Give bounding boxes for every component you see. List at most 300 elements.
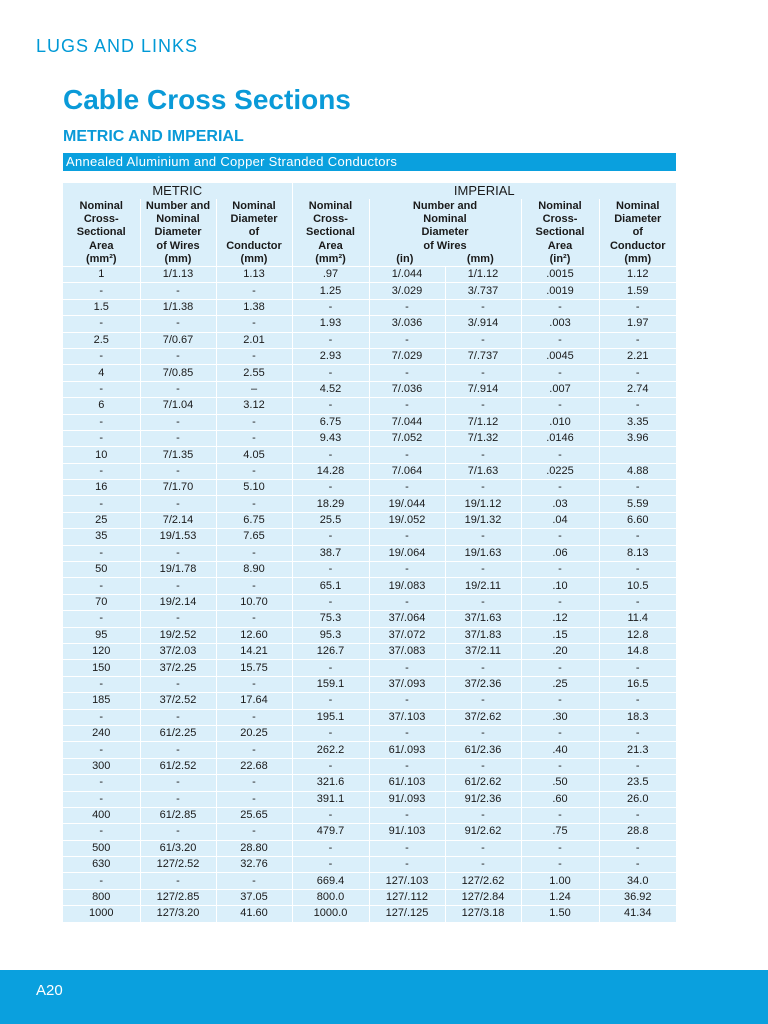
table-cell: -: [521, 840, 599, 856]
table-cell: 2.55: [216, 365, 292, 381]
table-cell: -: [140, 316, 216, 332]
table-row: [63, 889, 676, 905]
table-cell: -: [216, 414, 292, 430]
table-cell: 126.7: [292, 644, 369, 660]
table-cell: 185: [63, 693, 140, 709]
table-cell: -: [63, 742, 140, 758]
table-cell: -: [521, 529, 599, 545]
table-cell: -: [445, 840, 521, 856]
table-row: [63, 578, 676, 594]
table-cell: 95.3: [292, 627, 369, 643]
table-cell: .20: [521, 644, 599, 660]
table-cell: 127/.103: [369, 873, 445, 889]
table-cell: 127/3.18: [445, 906, 521, 922]
table-cell: 22.68: [216, 758, 292, 774]
table-cell: -: [369, 807, 445, 823]
col-header-metric-wires: Number and Nominal Diameter of Wires (mm): [140, 199, 216, 267]
table-cell: -: [216, 578, 292, 594]
table-row: [63, 840, 676, 856]
table-cell: 500: [63, 840, 140, 856]
table-cell: 2.74: [599, 381, 676, 397]
table-cell: -: [216, 316, 292, 332]
table-cell: 3/.737: [445, 283, 521, 299]
table-cell: -: [445, 725, 521, 741]
table-cell: 8.13: [599, 545, 676, 561]
table-row: [63, 562, 676, 578]
table-cell: 7/.036: [369, 381, 445, 397]
table-cell: 1.25: [292, 283, 369, 299]
table-cell: 7/0.85: [140, 365, 216, 381]
table-cell: 95: [63, 627, 140, 643]
table-cell: 37/.083: [369, 644, 445, 660]
table-cell: -: [369, 725, 445, 741]
table-row: [63, 791, 676, 807]
table-cell: 20.25: [216, 725, 292, 741]
table-cell: -: [369, 840, 445, 856]
table-cell: 25.65: [216, 807, 292, 823]
col-header-imperial-area-mm: Nominal Cross- Sectional Area (mm²): [292, 199, 369, 267]
table-cell: .0019: [521, 283, 599, 299]
table-cell: 2.93: [292, 348, 369, 364]
table-cell: -: [216, 496, 292, 512]
table-cell: 7/1.63: [445, 463, 521, 479]
table-cell: 11.4: [599, 611, 676, 627]
table-cell: 23.5: [599, 775, 676, 791]
col-header-metric-diameter: Nominal Diameter of Conductor (mm): [216, 199, 292, 267]
imperial-group-header: IMPERIAL: [453, 183, 515, 198]
table-cell: -: [369, 529, 445, 545]
table-cell: 127/.112: [369, 889, 445, 905]
table-cell: -: [599, 480, 676, 496]
table-cell: 2.01: [216, 332, 292, 348]
table-cell: 61/.103: [369, 775, 445, 791]
table-cell: -: [599, 758, 676, 774]
table-cell: -: [216, 463, 292, 479]
table-cell: -: [521, 660, 599, 676]
table-row: [63, 627, 676, 643]
table-cell: 37/2.52: [140, 693, 216, 709]
table-cell: 3/.029: [369, 283, 445, 299]
table-cell: 10.5: [599, 578, 676, 594]
table-cell: -: [63, 316, 140, 332]
metric-group-header: METRIC: [63, 183, 292, 199]
table-row: [63, 693, 676, 709]
table-cell: -: [292, 332, 369, 348]
table-row: [63, 348, 676, 364]
table-row: [63, 594, 676, 610]
table-cell: 61/2.25: [140, 725, 216, 741]
table-cell: -: [216, 545, 292, 561]
footer-bar: [0, 970, 768, 1024]
table-cell: -: [445, 299, 521, 315]
table-cell: 19/1.53: [140, 529, 216, 545]
table-cell: -: [63, 430, 140, 446]
table-cell: -: [521, 398, 599, 414]
table-cell: 15.75: [216, 660, 292, 676]
table-cell: 1.12: [599, 267, 676, 283]
table-cell: 35: [63, 529, 140, 545]
table-cell: 7/.064: [369, 463, 445, 479]
table-cell: 19/2.14: [140, 594, 216, 610]
table-cell: 3/.036: [369, 316, 445, 332]
table-cell: .06: [521, 545, 599, 561]
table-cell: -: [216, 824, 292, 840]
table-cell: .25: [521, 676, 599, 692]
table-row: [63, 299, 676, 315]
table-cell: 4.05: [216, 447, 292, 463]
table-cell: -: [140, 611, 216, 627]
table-cell: -: [216, 283, 292, 299]
table-row: [63, 725, 676, 741]
table-cell: 300: [63, 758, 140, 774]
table-cell: 37.05: [216, 889, 292, 905]
table-cell: 28.80: [216, 840, 292, 856]
table-cell: .15: [521, 627, 599, 643]
table-cell: .007: [521, 381, 599, 397]
table-cell: -: [599, 840, 676, 856]
table-cell: -: [292, 398, 369, 414]
table-cell: 14.21: [216, 644, 292, 660]
table-cell: 7/1.32: [445, 430, 521, 446]
table-cell: 7/.737: [445, 348, 521, 364]
table-cell: 127/2.62: [445, 873, 521, 889]
table-cell: -: [292, 480, 369, 496]
table-cell: -: [369, 299, 445, 315]
table-cell: -: [599, 807, 676, 823]
table-cell: 1000.0: [292, 906, 369, 922]
table-cell: 1: [63, 267, 140, 283]
table-cell: 36.92: [599, 889, 676, 905]
table-row: [63, 758, 676, 774]
table-cell: 91/.103: [369, 824, 445, 840]
table-cell: 37/2.25: [140, 660, 216, 676]
table-cell: -: [445, 857, 521, 873]
table-row: [63, 906, 676, 922]
table-cell: 37/2.11: [445, 644, 521, 660]
table-cell: 3.12: [216, 398, 292, 414]
table-cell: 1.24: [521, 889, 599, 905]
table-cell: 7/.044: [369, 414, 445, 430]
table-cell: 37/.103: [369, 709, 445, 725]
table-cell: 159.1: [292, 676, 369, 692]
table-cell: 37/.093: [369, 676, 445, 692]
table-cell: -: [369, 758, 445, 774]
table-cell: -: [369, 332, 445, 348]
table-cell: 17.64: [216, 693, 292, 709]
table-cell: -: [369, 365, 445, 381]
table-cell: 1.93: [292, 316, 369, 332]
table-cell: 1/.044: [369, 267, 445, 283]
table-cell: 240: [63, 725, 140, 741]
section-title: LUGS AND LINKS: [36, 36, 199, 56]
table-cell: 6.75: [292, 414, 369, 430]
page-title: Cable Cross Sections: [63, 84, 351, 115]
table-cell: 38.7: [292, 545, 369, 561]
table-cell: .50: [521, 775, 599, 791]
banner: Annealed Aluminium and Copper Stranded Conductors: [63, 153, 676, 171]
table-row: [63, 283, 676, 299]
table-cell: 91/.093: [369, 791, 445, 807]
table-cell: -: [63, 578, 140, 594]
table-row: [63, 512, 676, 528]
table-row: [63, 824, 676, 840]
table-cell: 7/.052: [369, 430, 445, 446]
table-cell: -: [292, 365, 369, 381]
table-cell: -: [292, 807, 369, 823]
table-cell: -: [521, 299, 599, 315]
table-cell: 10: [63, 447, 140, 463]
table-cell: 37/1.83: [445, 627, 521, 643]
table-cell: -: [63, 709, 140, 725]
table-cell: -: [140, 709, 216, 725]
table-row: [63, 660, 676, 676]
col-header-imperial-wires: Number and Nominal Diameter of Wires (in) (mm): [369, 199, 521, 267]
table-cell: -: [599, 332, 676, 348]
table-row: [63, 709, 676, 725]
table-cell: -: [140, 348, 216, 364]
table-cell: 7.65: [216, 529, 292, 545]
cable-table-container: [63, 183, 676, 923]
table-cell: -: [599, 594, 676, 610]
table-cell: 61/2.36: [445, 742, 521, 758]
table-cell: -: [216, 791, 292, 807]
table-cell: 18.3: [599, 709, 676, 725]
col-subheader-in: (in): [396, 252, 414, 265]
table-cell: -: [216, 430, 292, 446]
table-cell: -: [140, 283, 216, 299]
table-cell: 14.28: [292, 463, 369, 479]
table-cell: -: [292, 562, 369, 578]
table-cell: 21.3: [599, 742, 676, 758]
table-row: [63, 267, 676, 283]
table-cell: 127/2.52: [140, 857, 216, 873]
table-cell: -: [292, 758, 369, 774]
table-cell: -: [63, 463, 140, 479]
table-row: [63, 316, 676, 332]
table-cell: 91/2.36: [445, 791, 521, 807]
table-cell: -: [599, 693, 676, 709]
table-cell: -: [521, 725, 599, 741]
table-cell: -: [521, 332, 599, 348]
table-row: [63, 873, 676, 889]
table-cell: 6.75: [216, 512, 292, 528]
table-row: [63, 447, 676, 463]
table-cell: -: [292, 447, 369, 463]
table-cell: 50: [63, 562, 140, 578]
table-cell: 19/2.11: [445, 578, 521, 594]
table-cell: 25.5: [292, 512, 369, 528]
table-cell: -: [599, 398, 676, 414]
table-cell: -: [140, 414, 216, 430]
table-cell: 70: [63, 594, 140, 610]
group-header-row: [63, 183, 676, 199]
table-cell: -: [140, 430, 216, 446]
table-cell: -: [599, 529, 676, 545]
table-cell: 1.97: [599, 316, 676, 332]
table-cell: -: [521, 693, 599, 709]
table-cell: 120: [63, 644, 140, 660]
table-row: [63, 529, 676, 545]
table-cell: -: [216, 709, 292, 725]
table-cell: 6.60: [599, 512, 676, 528]
table-cell: 7/1.35: [140, 447, 216, 463]
table-cell: -: [63, 381, 140, 397]
table-row: [63, 611, 676, 627]
table-cell: -: [445, 562, 521, 578]
table-cell: .03: [521, 496, 599, 512]
table-cell: -: [445, 807, 521, 823]
table-row: [63, 480, 676, 496]
table-cell: -: [63, 496, 140, 512]
table-cell: -: [521, 594, 599, 610]
table-cell: -: [140, 676, 216, 692]
table-cell: .75: [521, 824, 599, 840]
column-header-row: [63, 199, 676, 267]
table-cell: -: [369, 480, 445, 496]
table-cell: -: [445, 660, 521, 676]
table-cell: 75.3: [292, 611, 369, 627]
table-cell: 7/.029: [369, 348, 445, 364]
table-cell: .97: [292, 267, 369, 283]
table-cell: -: [292, 857, 369, 873]
table-cell: -: [599, 299, 676, 315]
table-cell: 2.5: [63, 332, 140, 348]
table-cell: 32.76: [216, 857, 292, 873]
table-cell: 127/2.84: [445, 889, 521, 905]
table-cell: [599, 447, 676, 463]
table-cell: -: [369, 594, 445, 610]
table-cell: 7/1.12: [445, 414, 521, 430]
table-cell: 19/.052: [369, 512, 445, 528]
table-cell: -: [216, 348, 292, 364]
table-cell: -: [63, 824, 140, 840]
table-cell: 1.13: [216, 267, 292, 283]
table-cell: 12.8: [599, 627, 676, 643]
table-cell: 127/2.85: [140, 889, 216, 905]
table-cell: -: [521, 758, 599, 774]
table-cell: 26.0: [599, 791, 676, 807]
table-cell: 669.4: [292, 873, 369, 889]
table-cell: -: [292, 725, 369, 741]
table-cell: -: [63, 348, 140, 364]
table-cell: -: [292, 660, 369, 676]
table-cell: -: [140, 381, 216, 397]
table-cell: .0015: [521, 267, 599, 283]
subtitle: METRIC AND IMPERIAL: [63, 128, 244, 145]
page-number: A20: [36, 982, 63, 999]
table-cell: -: [521, 447, 599, 463]
table-cell: -: [292, 594, 369, 610]
table-cell: 400: [63, 807, 140, 823]
table-cell: 16: [63, 480, 140, 496]
table-cell: -: [599, 365, 676, 381]
table-cell: -: [521, 480, 599, 496]
table-cell: 7/.914: [445, 381, 521, 397]
table-cell: -: [292, 840, 369, 856]
table-cell: 1.59: [599, 283, 676, 299]
table-cell: -: [369, 693, 445, 709]
table-cell: -: [369, 857, 445, 873]
table-cell: 61/2.52: [140, 758, 216, 774]
table-cell: 19/.083: [369, 578, 445, 594]
table-cell: -: [63, 873, 140, 889]
table-cell: -: [140, 824, 216, 840]
table-cell: 195.1: [292, 709, 369, 725]
table-cell: 19/1.32: [445, 512, 521, 528]
table-cell: 37/1.63: [445, 611, 521, 627]
table-cell: -: [599, 562, 676, 578]
table-row: [63, 365, 676, 381]
table-cell: 2.21: [599, 348, 676, 364]
table-cell: -: [63, 611, 140, 627]
table-cell: 19/2.52: [140, 627, 216, 643]
table-cell: 18.29: [292, 496, 369, 512]
table-cell: 1.38: [216, 299, 292, 315]
table-cell: 16.5: [599, 676, 676, 692]
table-cell: 25: [63, 512, 140, 528]
cable-table: [63, 183, 676, 923]
table-row: [63, 381, 676, 397]
table-cell: .0146: [521, 430, 599, 446]
table-cell: .010: [521, 414, 599, 430]
table-cell: 1/1.12: [445, 267, 521, 283]
table-cell: 7/2.14: [140, 512, 216, 528]
table-cell: -: [292, 693, 369, 709]
col-header-imperial-area-in: Nominal Cross- Sectional Area (in²): [521, 199, 599, 267]
table-cell: 19/.064: [369, 545, 445, 561]
table-cell: -: [140, 496, 216, 512]
table-row: [63, 398, 676, 414]
table-cell: -: [216, 676, 292, 692]
table-cell: 5.59: [599, 496, 676, 512]
table-cell: 1/1.38: [140, 299, 216, 315]
table-cell: 1000: [63, 906, 140, 922]
table-cell: 3.35: [599, 414, 676, 430]
table-cell: -: [445, 447, 521, 463]
table-cell: -: [216, 873, 292, 889]
table-cell: 19/1.63: [445, 545, 521, 561]
table-cell: -: [63, 791, 140, 807]
table-cell: -: [63, 283, 140, 299]
table-cell: 34.0: [599, 873, 676, 889]
table-cell: -: [216, 742, 292, 758]
table-cell: 4.52: [292, 381, 369, 397]
table-row: [63, 644, 676, 660]
table-cell: 41.60: [216, 906, 292, 922]
table-cell: -: [140, 742, 216, 758]
table-cell: -: [63, 414, 140, 430]
table-row: [63, 775, 676, 791]
table-cell: -: [521, 365, 599, 381]
table-cell: -: [599, 660, 676, 676]
table-cell: -: [369, 562, 445, 578]
table-cell: 262.2: [292, 742, 369, 758]
table-cell: 41.34: [599, 906, 676, 922]
table-cell: .003: [521, 316, 599, 332]
table-cell: 8.90: [216, 562, 292, 578]
table-row: [63, 332, 676, 348]
table-cell: 19/1.12: [445, 496, 521, 512]
table-cell: 14.8: [599, 644, 676, 660]
table-row: [63, 807, 676, 823]
table-cell: 61/3.20: [140, 840, 216, 856]
table-row: [63, 430, 676, 446]
table-cell: 321.6: [292, 775, 369, 791]
table-row: [63, 742, 676, 758]
table-cell: -: [521, 562, 599, 578]
table-cell: -: [445, 365, 521, 381]
table-cell: -: [369, 660, 445, 676]
